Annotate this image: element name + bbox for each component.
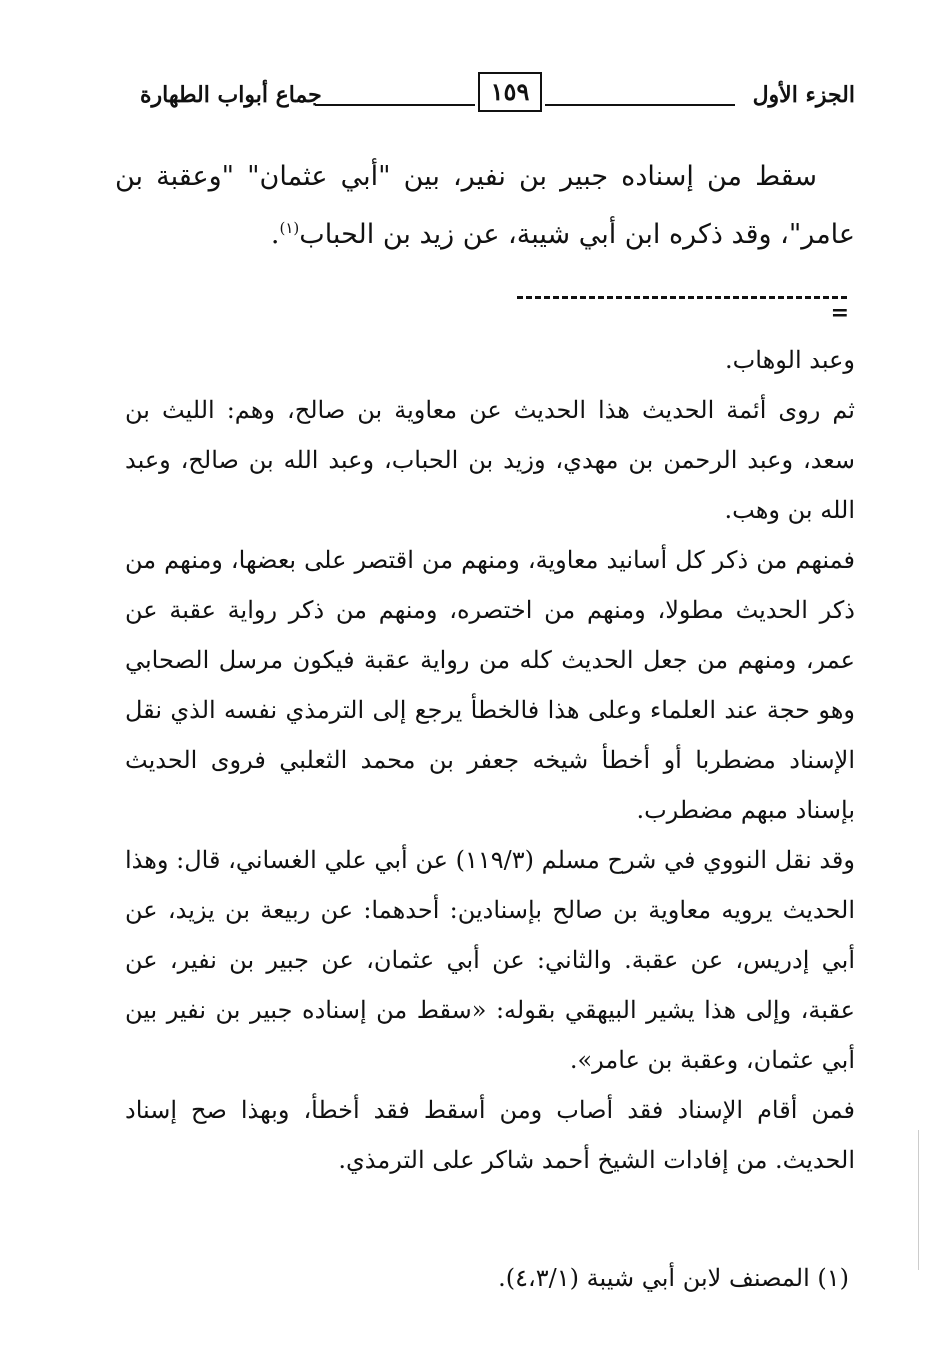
page-number: ١٥٩ bbox=[478, 72, 542, 112]
notes-line-3: فمنهم من ذكر كل أسانيد معاوية، ومنهم من اقتصر على بعضها، ومنهم من ذكر الحديث مطولا، ومنهم من اختصره، ومنهم من ذكر رواية عقبة عن عمر، ومنهم من جعل الحديث كله من رواية عقبة فيكون مرسل الصحابي وهو حجة عند العلماء وعلى هذا فالخطأ يرجع إلى الترمذي نفسه الذي نقل الإسناد مضطربا أو أخطأ شيخه جعفر بن محمد الثعلبي فروى الحديث بإسناد مبهم مضطرب. bbox=[125, 546, 855, 824]
footnote-1: (١) المصنف لابن أبي شيبة (٤،٣/١). bbox=[498, 1264, 849, 1292]
footnote-reference: (١) bbox=[279, 219, 300, 237]
notes-line-2: ثم روى أئمة الحديث هذا الحديث عن معاوية بن صالح، وهم: الليث بن سعد، وعبد الرحمن بن مهدي، وزيد بن الحباب، وعبد الله بن صالح، وعبد الله بن وهب. bbox=[125, 396, 855, 524]
chapter-title: جماع أبواب الطهارة bbox=[140, 82, 322, 108]
main-paragraph bbox=[115, 148, 855, 264]
notes-line-1: وعبد الوهاب. bbox=[725, 346, 855, 374]
notes-block bbox=[125, 335, 855, 1185]
margin-line bbox=[918, 1130, 919, 1270]
footnote-separator bbox=[517, 296, 847, 299]
notes-line-5: فمن أقام الإسناد فقد أصاب ومن أسقط فقد أخطأ، وبهذا صح إسناد الحديث. من إفادات الشيخ أحمد شاكر على الترمذي. bbox=[125, 1096, 855, 1174]
main-paragraph-text: سقط من إسناده جبير بن نفير، بين "أبي عثمان" "وعقبة بن عامر"، وقد ذكره ابن أبي شيبة، عن زيد بن الحباب bbox=[115, 161, 855, 250]
header-rule-right bbox=[545, 104, 735, 106]
continuation-mark: = bbox=[830, 300, 849, 326]
main-paragraph-end: . bbox=[270, 219, 280, 250]
header-rule-left bbox=[315, 104, 475, 106]
notes-line-4: وقد نقل النووي في شرح مسلم (١١٩/٣) عن أبي علي الغساني، قال: وهذا الحديث يرويه معاوية بن صالح بإسنادين: أحدهما: عن ربيعة بن يزيد، عن أبي إدريس، عن عقبة. والثاني: عن أبي عثمان، عن جبير بن نفير، عن عقبة، وإلى هذا يشير البيهقي بقوله: «سقط من إسناده جبير بن نفير بين أبي عثمان، وعقبة بن عامر». bbox=[125, 846, 855, 1074]
volume-title: الجزء الأول bbox=[752, 82, 855, 108]
page-header bbox=[110, 70, 855, 120]
